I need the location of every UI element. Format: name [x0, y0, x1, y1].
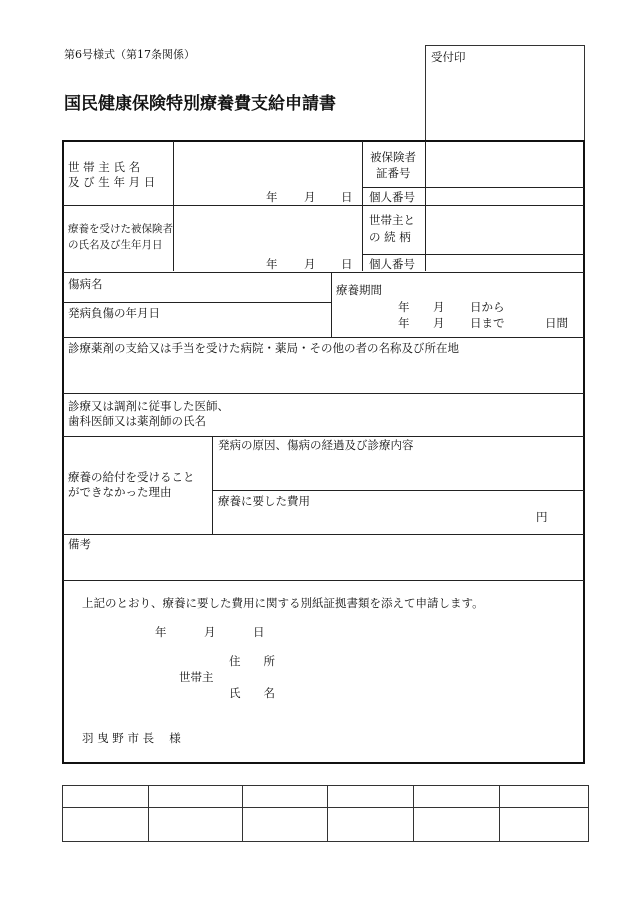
divider	[425, 141, 426, 271]
doctor-name-field[interactable]	[260, 395, 583, 435]
divider	[362, 141, 363, 271]
declaration-month: 月	[204, 625, 216, 639]
declaration-day: 日	[253, 625, 265, 639]
patient-label-line1: 療養を受けた被保険者	[68, 223, 173, 235]
cause-field[interactable]	[214, 454, 583, 489]
householder-label-line1: 世 帯 主 氏 名	[68, 160, 141, 174]
treatment-period-label: 療養期間	[336, 283, 382, 297]
period-from-year: 年	[398, 300, 410, 314]
doctor-label-line1: 診療又は調剤に従事した医師、	[68, 399, 229, 413]
householder-personal-number-field[interactable]	[427, 189, 583, 204]
form-number: 第6号様式（第17条関係）	[64, 48, 195, 61]
patient-month: 月	[304, 257, 316, 271]
addressee: 羽 曳 野 市 長 様	[82, 731, 181, 745]
office-use-stamp-cell[interactable]	[500, 808, 589, 842]
cost-field[interactable]	[214, 508, 532, 532]
patient-day: 日	[341, 257, 353, 271]
householder-name-field[interactable]	[175, 143, 361, 187]
reason-label-line2: ができなかった理由	[68, 485, 172, 499]
divider	[63, 580, 584, 581]
patient-personal-number-label: 個人番号	[369, 257, 415, 271]
period-to-year: 年	[398, 316, 410, 330]
reason-label-line1: 療養の給付を受けること	[68, 470, 195, 484]
office-use-header-cell	[328, 786, 414, 808]
cost-label: 療養に要した費用	[218, 494, 310, 508]
applicant-address-field[interactable]	[290, 650, 570, 670]
yen-label: 円	[536, 510, 548, 524]
relation-label-line1: 世帯主と	[369, 213, 415, 227]
relation-label-line2: の 続 柄	[369, 230, 411, 244]
office-use-header-cell	[63, 786, 149, 808]
patient-personal-number-field[interactable]	[427, 256, 583, 271]
period-from-month: 月	[433, 300, 445, 314]
remarks-label: 備考	[68, 537, 91, 551]
insured-number-field[interactable]	[427, 143, 583, 186]
householder-sign-label: 世帯主	[179, 670, 214, 684]
office-use-header-cell	[414, 786, 500, 808]
householder-label-line2: 及 び 生 年 月 日	[68, 175, 156, 189]
onset-date-field[interactable]	[170, 304, 330, 336]
applicant-name-field[interactable]	[290, 682, 570, 702]
declaration-statement: 上記のとおり、療養に要した費用に関する別紙証拠書類を添えて申請します。	[82, 596, 484, 610]
page-title: 国民健康保険特別療養費支給申請書	[64, 94, 336, 114]
householder-day: 日	[341, 190, 353, 204]
doctor-label-line2: 歯科医師又は薬剤師の氏名	[68, 414, 206, 428]
divider	[63, 302, 331, 303]
divider	[362, 187, 584, 188]
office-use-stamp-cell[interactable]	[242, 808, 328, 842]
office-use-table	[62, 785, 589, 842]
office-use-stamp-cell[interactable]	[148, 808, 242, 842]
divider	[63, 534, 584, 535]
patient-name-field[interactable]	[175, 207, 361, 253]
office-use-header-cell	[148, 786, 242, 808]
insured-number-label-line1: 被保険者	[370, 150, 416, 164]
period-days-label: 日間	[545, 316, 568, 330]
divider	[63, 393, 584, 394]
disease-name-field[interactable]	[110, 274, 330, 301]
householder-year: 年	[266, 190, 278, 204]
address-label: 住 所	[229, 654, 275, 668]
patient-year: 年	[266, 257, 278, 271]
householder-personal-number-label: 個人番号	[369, 190, 415, 204]
householder-month: 月	[304, 190, 316, 204]
office-use-stamp-cell[interactable]	[63, 808, 149, 842]
divider	[173, 141, 174, 271]
period-to-day: 日まで	[470, 316, 505, 330]
divider	[212, 490, 584, 491]
patient-label-line2: の氏名及び生年月日	[68, 239, 163, 251]
insured-number-label-line2: 証番号	[376, 166, 411, 180]
divider	[63, 205, 584, 206]
cause-label: 発病の原因、傷病の経過及び診療内容	[218, 438, 414, 452]
hospital-label: 診療薬剤の支給又は手当を受けた病院・薬局・その他の者の名称及び所在地	[68, 341, 459, 355]
divider	[63, 436, 584, 437]
reception-stamp-label: 受付印	[431, 50, 466, 64]
declaration-year: 年	[155, 625, 167, 639]
divider	[212, 436, 213, 534]
office-use-stamp-cell[interactable]	[414, 808, 500, 842]
hospital-field[interactable]	[65, 358, 583, 392]
disease-name-label: 傷病名	[68, 277, 103, 291]
divider	[63, 337, 584, 338]
divider	[331, 272, 332, 337]
remarks-field[interactable]	[65, 552, 583, 579]
office-use-header-cell	[500, 786, 589, 808]
relation-field[interactable]	[427, 207, 583, 253]
name-label: 氏 名	[229, 686, 275, 700]
period-from-day: 日から	[470, 300, 505, 314]
office-use-stamp-cell[interactable]	[328, 808, 414, 842]
office-use-header-cell	[242, 786, 328, 808]
onset-date-label: 発病負傷の年月日	[68, 306, 160, 320]
divider	[63, 272, 584, 273]
divider	[362, 254, 584, 255]
period-to-month: 月	[433, 316, 445, 330]
